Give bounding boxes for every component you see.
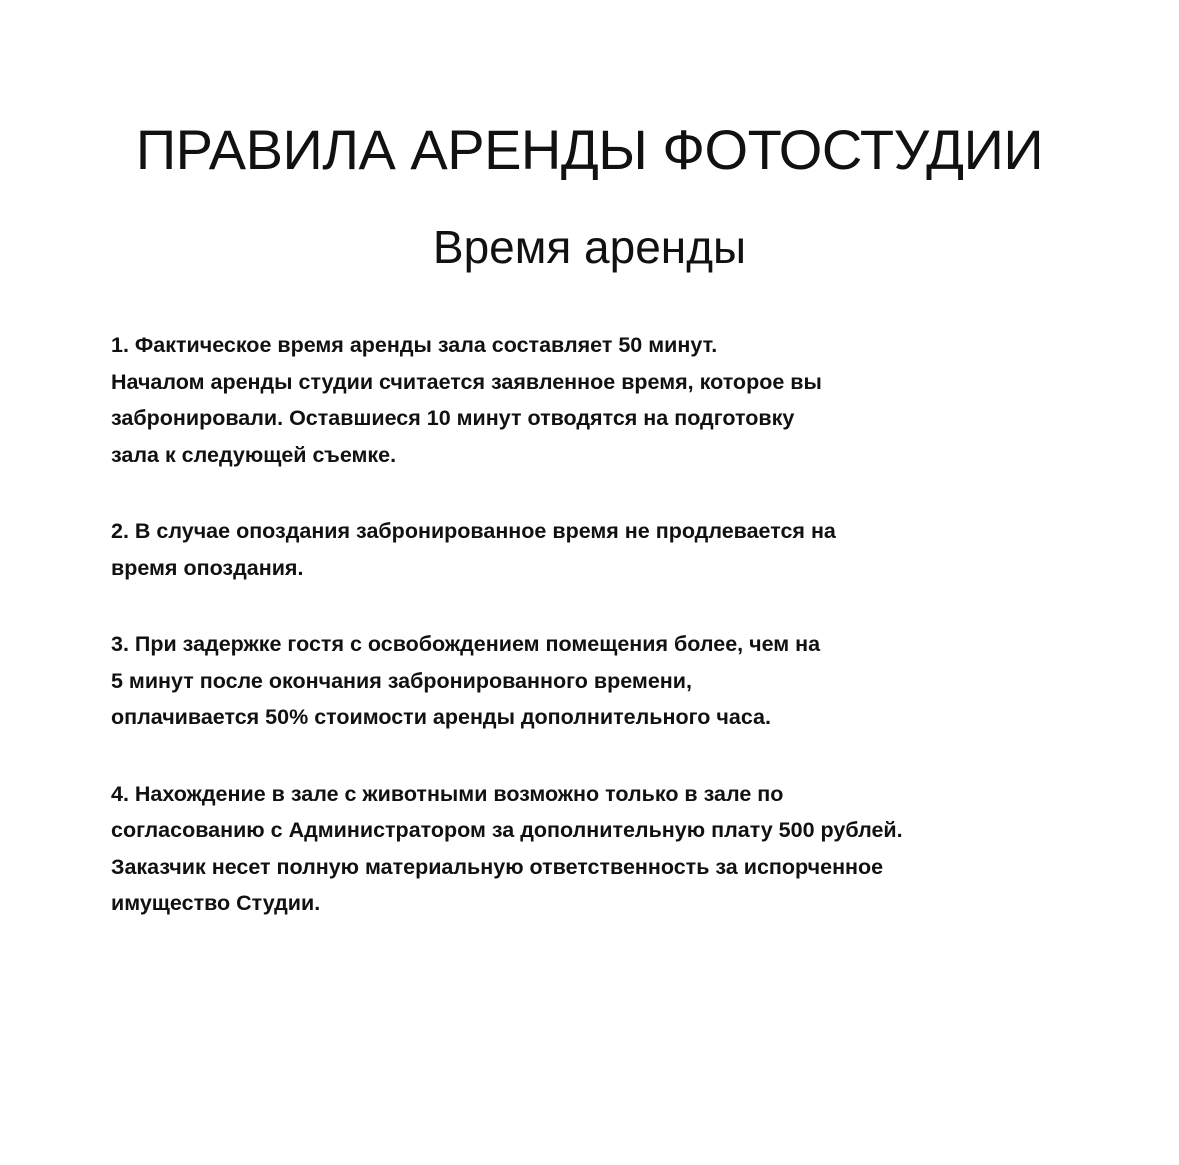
rule-line: имущество Студии. [111,891,321,915]
rule-line: согласованию с Администратором за дополнительную плату 500 рублей. [111,818,903,842]
rule-line: зала к следующей съемке. [111,442,397,467]
rule-2 [111,513,1111,586]
rule-line: забронировали. Оставшиеся 10 минут отводятся на подготовку [111,406,795,430]
rule-1 [111,327,1111,473]
rule-line: 4. Нахождение в зале с животными возможно только в зале по [111,781,784,806]
rule-line: 3. При задержке гостя с освобождением помещения более, чем на [111,632,821,656]
rule-line: Началом аренды студии считается заявленное время, которое вы [111,369,822,394]
rules-list [111,327,1111,962]
rule-3 [111,626,1111,736]
rule-line: Заказчик несет полную материальную ответственность за испорченное [111,854,884,879]
rule-line: 1. Фактическое время аренды зала составляет 50 минут. [111,333,718,357]
rule-line: 5 минут после окончания забронированного времени, [111,668,692,693]
rule-4 [111,776,1111,922]
rule-line: 2. В случае опоздания забронированное время не продлевается на [111,519,836,543]
document-title: ПРАВИЛА АРЕНДЫ ФОТОСТУДИИ [135,118,1044,181]
rule-line: оплачивается 50% стоимости аренды дополнительного часа. [111,705,771,729]
rule-line: время опоздания. [111,555,304,580]
document-subtitle: Время аренды [432,221,747,273]
